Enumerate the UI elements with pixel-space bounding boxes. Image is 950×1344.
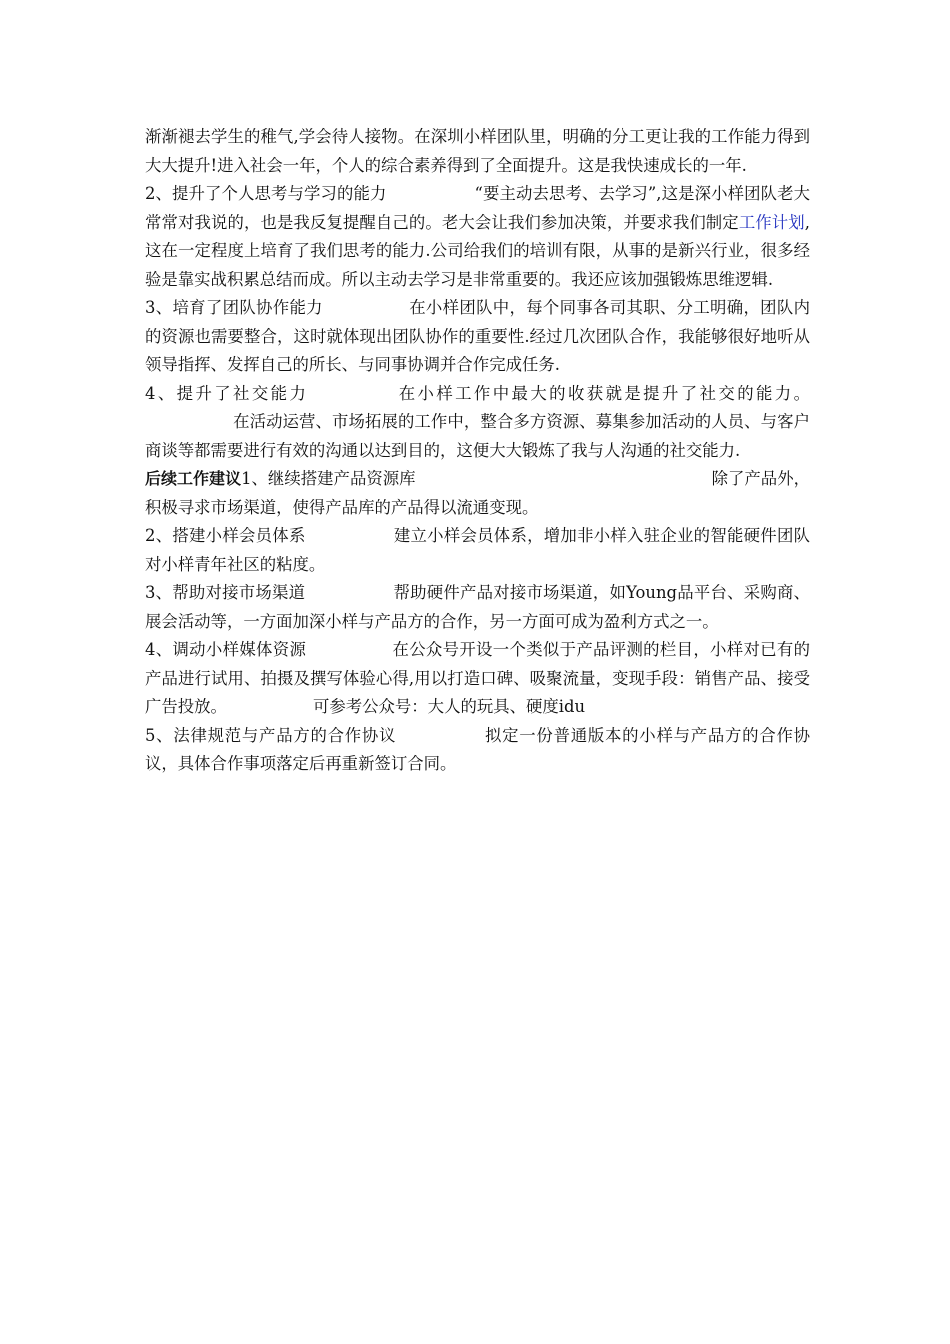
suggestion-body: 帮助硬件产品对接市场渠道，如Young品平台、采购商、展会活动等，一方面加深小样与产品方的合作，另一方面可成为盈利方式之一。 <box>145 583 810 631</box>
section-thinking-learning <box>145 180 810 294</box>
section-body-continued: 在活动运营、市场拓展的工作中，整合多方资源、募集参加活动的人员、与客户商谈等都需要进行有效的沟通以达到目的，这便大大锻炼了我与人沟通的社交能力. <box>145 412 810 460</box>
suggestion-body: 在公众号开设一个类似于产品评测的栏目，小样对已有的产品进行试用、拍摄及撰写体验心得,用以打造口碑、吸聚流量，变现手段：销售产品、接受广告投放。 <box>145 640 810 716</box>
section-body: “要主动去思考、去学习”,这是深小样团队老大常常对我说的，也是我反复提醒自己的。老大会让我们参加决策，并要求我们制定 <box>145 184 810 232</box>
suggestion-heading: 1、继续搭建产品资源库 <box>241 469 416 488</box>
suggestion-member-system <box>145 522 810 579</box>
suggestion-heading: 5、法律规范与产品方的合作协议 <box>145 725 397 745</box>
suggestion-heading: 3、帮助对接市场渠道 <box>145 583 306 602</box>
intro-paragraph <box>145 123 810 180</box>
section-heading: 3、培育了团队协作能力 <box>145 298 323 317</box>
suggestions-title: 后续工作建议 <box>145 469 242 488</box>
suggestion-legal-agreement <box>145 722 810 779</box>
suggestion-body: 建立小样会员体系，增加非小样入驻企业的智能硬件团队对小样青年社区的粘度。 <box>145 526 811 574</box>
section-social <box>145 380 810 466</box>
suggestion-body-continued: 可参考公众号：大人的玩具、硬度idu <box>312 697 586 716</box>
suggestion-media-resources <box>145 636 810 722</box>
section-body: 在小样团队中，每个同事各司其职、分工明确，团队内的资源也需要整合，这时就体现出团队协作的重要性.经过几次团队合作，我能够很好地听从领导指挥、发挥自己的所长、与同事协调并合作完成任务. <box>145 298 810 374</box>
work-plan-link[interactable]: 工作计划 <box>738 212 805 232</box>
section-body-continued: ,这在一定程度上培育了我们思考的能力.公司给我们的培训有限，从事的是新兴行业，很多经验是靠实战积累总结而成。所以主动去学习是非常重要的。我还应该加强锻炼思维逻辑. <box>145 212 811 289</box>
section-heading: 4、提升了社交能力 <box>145 383 309 403</box>
section-teamwork <box>145 294 810 380</box>
intro-text: 渐渐褪去学生的稚气,学会待人接物。在深圳小样团队里，明确的分工更让我的工作能力得到大大提升!进入社会一年，个人的综合素养得到了全面提升。这是我快速成长的一年. <box>145 127 810 175</box>
suggestion-body: 除了产品外，积极寻求市场渠道，使得产品库的产品得以流通变现。 <box>145 469 810 517</box>
suggestion-heading: 2、搭建小样会员体系 <box>145 526 306 545</box>
suggestion-heading: 4、调动小样媒体资源 <box>145 640 307 659</box>
suggestion-body: 拟定一份普通版本的小样与产品方的合作协议，具体合作事项落定后再重新签订合同。 <box>145 725 811 773</box>
suggestion-market-channels <box>145 579 810 636</box>
section-body: 在小样工作中最大的收获就是提升了社交的能力。 <box>396 383 811 403</box>
section-heading: 2、提升了个人思考与学习的能力 <box>145 184 387 203</box>
suggestion-resource-library <box>145 465 810 522</box>
document-page <box>145 123 810 779</box>
